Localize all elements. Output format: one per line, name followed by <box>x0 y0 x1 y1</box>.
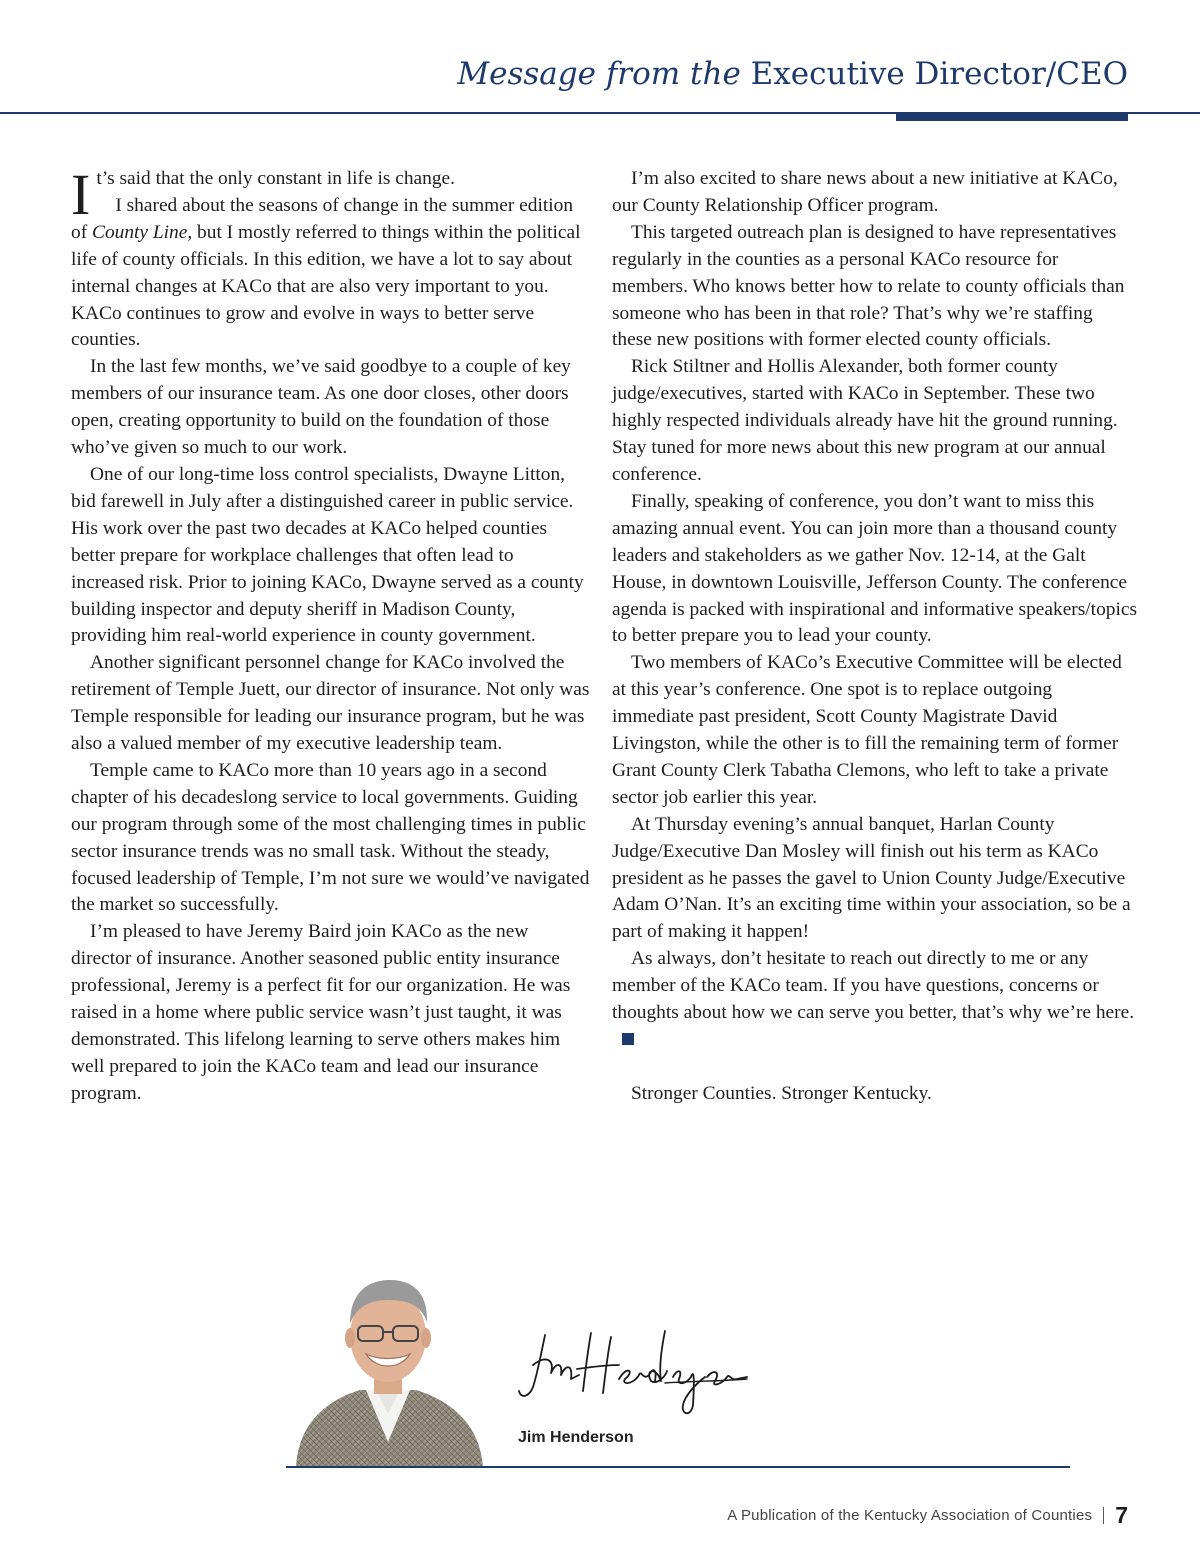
page-footer <box>727 1502 1128 1529</box>
title-italic: Message from the <box>457 56 741 92</box>
article-paragraph: Two members of KACo’s Executive Committee will be elected at this year’s conference. One spot is to replace outgoing immediate past president, Scott County Magistrate David Livingston, while the other is to fill the remaining term of former Grant County Clerk Tabatha Clemons, who left to take a private sector job earlier this year. <box>612 652 1122 808</box>
article-paragraph: Rick Stiltner and Hollis Alexander, both former county judge/executives, started with KACo in September. These two highly respected individuals already have hit the ground running. Stay tuned for more news about this new program at our annual conference. <box>612 356 1118 485</box>
article-paragraph: I’m pleased to have Jeremy Baird join KACo as the new director of insurance. Another seasoned public entity insurance professional, Jeremy is a perfect fit for our organization. He was raised in a home where public service wasn’t just taught, it was demonstrated. This lifelong learning to serve others makes him well prepared to join the KACo team and lead our insurance program. <box>71 921 571 1104</box>
article-paragraph: At Thursday evening’s annual banquet, Harlan County Judge/Executive Dan Mosley will finish out his term as KACo president as he passes the gavel to Union County Judge/Executive Adam O’Nan. It’s an exciting time within your association, so be a part of making it happen! <box>612 813 1131 943</box>
article-paragraph: Temple came to KACo more than 10 years ago in a second chapter of his decadeslong service to local governments. Guiding our program through some of the most challenging times in public sector insurance trends was no small task. Without the steady, focused leadership of Temple, I’m not sure we would’ve navigated the market so successfully. <box>71 759 590 916</box>
signature-image <box>515 1325 750 1420</box>
author-photo <box>288 1272 488 1468</box>
page-title <box>457 56 1128 92</box>
article-paragraph: I’m also excited to share news about a new initiative at KACo, our County Relationship Officer program. <box>612 168 1118 216</box>
header-accent-bar <box>896 112 1128 121</box>
article-paragraph: One of our long-time loss control specialists, Dwayne Litton, bid farewell in July after a distinguished career in public service. His work over the past two decades at KACo helped counties better prepare for workplace challenges that often lead to increased risk. Prior to joining KACo, Dwayne served as a county building inspector and deputy sheriff in Madison County, providing him real-world experience in county government. <box>71 463 584 647</box>
closing-text: As always, don’t hesitate to reach out directly to me or any member of the KACo team. If you have questions, concerns or thoughts about how we can serve you better, that’s why we’re here. <box>612 948 1135 1024</box>
article-paragraph: In the last few months, we’ve said goodbye to a couple of key members of our insurance team. As one door closes, other doors open, creating opportunity to build on the foundation of those who’ve given so much to our work. <box>71 356 571 459</box>
opening-line: t’s said that the only constant in life is change. <box>96 168 455 189</box>
drop-cap: I <box>71 162 91 227</box>
article-column-right <box>612 166 1137 1108</box>
article-column-left <box>71 162 591 1108</box>
article-paragraph: Finally, speaking of conference, you don’t want to miss this amazing annual event. You can join more than a thousand county leaders and stakeholders as we gather Nov. 12-14, at the Galt House, in downtown Louisville, Jefferson County. The conference agenda is packed with inspirational and informative speakers/topics to better prepare you to lead your county. <box>612 490 1138 647</box>
article-paragraph-closing <box>612 946 1137 1054</box>
article-paragraph: I shared about the seasons of change in the summer edition of County Line, but I mostly referred to things within the political life of county officials. In this edition, we have a lot to say about internal changes at KACo that are also very important to you. KACo continues to grow and evolve in ways to better serve counties. <box>71 194 581 351</box>
page-number: 7 <box>1115 1502 1128 1528</box>
title-main: Executive Director/CEO <box>750 56 1128 92</box>
end-mark-icon <box>622 1033 634 1045</box>
publication-credit: A Publication of the Kentucky Association of Counties <box>727 1507 1093 1524</box>
article-paragraph <box>71 162 591 227</box>
article-paragraph: Another significant personnel change for KACo involved the retirement of Temple Juett, our director of insurance. Not only was Temple responsible for leading our insurance program, but he was also a valued member of my executive leadership team. <box>71 652 590 755</box>
footer-separator <box>1103 1507 1104 1524</box>
signature-rule <box>286 1466 1070 1468</box>
author-name: Jim Henderson <box>518 1429 634 1446</box>
tagline: Stronger Counties. Stronger Kentucky. <box>631 1082 932 1104</box>
article-paragraph: This targeted outreach plan is designed to have representatives regularly in the counties as a personal KACo resource for members. Who knows better how to relate to county officials than someone who has been in that role? That’s why we’re staffing these new positions with former elected county officials. <box>612 221 1125 351</box>
